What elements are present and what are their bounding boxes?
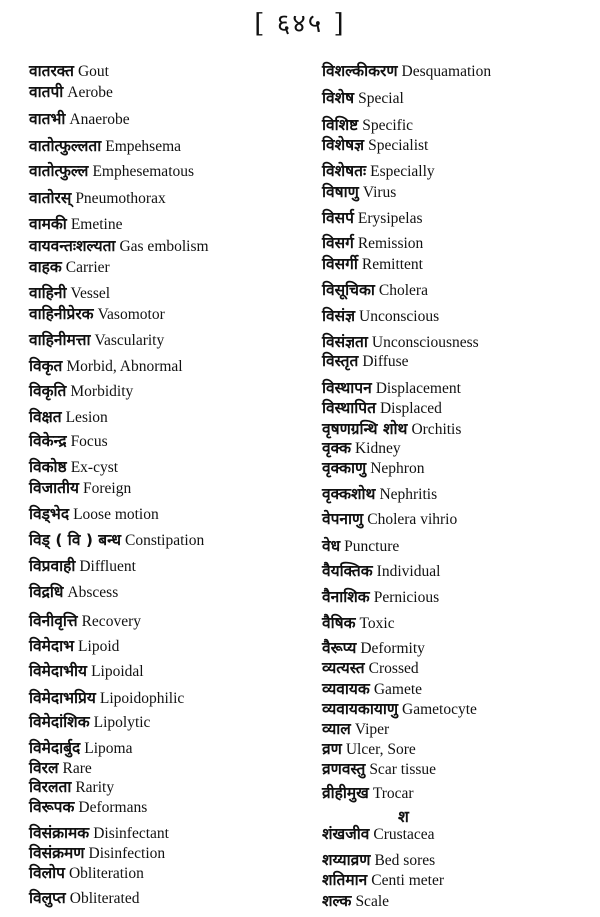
english-term: Obliteration — [68, 865, 144, 882]
glossary-entry — [29, 825, 169, 842]
english-term: Diffuse — [362, 353, 409, 370]
hindi-term: व्रणवस्तु — [322, 760, 366, 778]
glossary-entry — [322, 761, 436, 778]
glossary-entry — [322, 282, 428, 299]
english-term: Toxic — [359, 615, 395, 632]
glossary-entry — [29, 259, 110, 276]
hindi-term: विसंज्ञता — [322, 333, 368, 351]
english-term: Scar tissue — [369, 761, 437, 778]
glossary-entry — [29, 216, 122, 233]
glossary-entry — [322, 256, 423, 273]
glossary-entry — [322, 589, 439, 606]
glossary-entry — [29, 285, 110, 302]
hindi-term: वाहिनी — [29, 284, 67, 302]
glossary-entry — [29, 865, 144, 882]
hindi-term: विलोप — [29, 864, 65, 882]
hindi-term: शल्क — [322, 892, 352, 910]
glossary-entry — [29, 480, 131, 497]
glossary-entry — [29, 332, 164, 349]
english-term: Trocar — [372, 785, 414, 802]
glossary-entry — [29, 779, 114, 796]
hindi-term: व्रीहीमुख — [322, 784, 369, 802]
glossary-entry — [322, 660, 419, 677]
english-term: Gas embolism — [119, 238, 209, 255]
hindi-term: वेध — [322, 537, 341, 555]
hindi-term: वायवन्तःशल्यता — [29, 237, 116, 255]
hindi-term: वृक्क — [322, 439, 351, 457]
hindi-term: विस्थापित — [322, 399, 376, 417]
glossary-entry — [322, 235, 423, 252]
hindi-term: विमेदाभ — [29, 637, 75, 655]
glossary-entry — [322, 421, 461, 438]
english-term: Especially — [370, 163, 435, 180]
english-term: Rarity — [75, 779, 115, 796]
hindi-term: वैयक्तिक — [322, 562, 373, 580]
english-term: Lipolytic — [93, 714, 151, 731]
english-term: Orchitis — [411, 421, 462, 438]
english-term: Remittent — [361, 256, 423, 273]
hindi-term: विप्रवाही — [29, 557, 76, 575]
glossary-entry — [29, 84, 113, 101]
hindi-term: वैनाशिक — [322, 588, 370, 606]
english-term: Disinfectant — [93, 825, 169, 842]
english-term: Special — [358, 90, 404, 107]
hindi-term: व्यवायकायाणु — [322, 700, 399, 718]
english-term: Recovery — [81, 613, 141, 630]
glossary-entry — [322, 893, 389, 910]
glossary-entry — [29, 690, 184, 707]
hindi-term: विशेष — [322, 89, 355, 107]
hindi-term: विद्रधि — [29, 583, 64, 601]
glossary-entry — [29, 638, 119, 655]
glossary-entry — [29, 459, 118, 476]
glossary-entry — [322, 353, 409, 370]
english-term: Scale — [355, 893, 390, 910]
hindi-term: विमेदांशिक — [29, 713, 90, 731]
english-term: Virus — [362, 184, 397, 201]
english-term: Centi meter — [371, 872, 445, 889]
english-term: Unconscious — [359, 308, 440, 325]
hindi-term: वामकी — [29, 215, 67, 233]
hindi-term: विरूपक — [29, 798, 75, 816]
glossary-entry — [29, 111, 130, 128]
glossary-entry — [29, 506, 159, 523]
hindi-term: वातोरस् — [29, 189, 72, 207]
english-term: Lipoid — [78, 638, 120, 655]
hindi-term: विमेदाभप्रिय — [29, 689, 96, 707]
section-letter: श — [398, 807, 409, 826]
hindi-term: विकोष्ठ — [29, 458, 67, 476]
hindi-term: शय्याव्रण — [322, 851, 371, 869]
english-term: Pernicious — [373, 589, 440, 606]
english-term: Diffluent — [79, 558, 136, 575]
glossary-entry — [29, 890, 140, 907]
glossary-entry — [322, 852, 435, 869]
english-term: Aerobe — [67, 84, 113, 101]
hindi-term: विमेदार्बुद — [29, 739, 81, 757]
glossary-entry — [29, 358, 183, 375]
glossary-entry — [322, 615, 395, 632]
hindi-term: विस्थापन — [322, 379, 372, 397]
glossary-entry — [322, 785, 414, 802]
glossary-entry — [322, 117, 413, 134]
english-term: Abscess — [67, 584, 119, 601]
hindi-term: विकेन्द्र — [29, 432, 67, 450]
hindi-term: वातपी — [29, 83, 64, 101]
hindi-term: वाहक — [29, 258, 62, 276]
glossary-entry — [322, 511, 457, 528]
hindi-term: विसर्गी — [322, 255, 358, 273]
hindi-term: वृक्काणु — [322, 459, 367, 477]
hindi-term: विशेषज्ञ — [322, 136, 365, 154]
hindi-term: विरल — [29, 759, 59, 777]
hindi-term: वृक्कशोथ — [322, 485, 376, 503]
english-term: Rare — [62, 760, 92, 777]
english-term: Morbidity — [70, 383, 134, 400]
english-term: Carrier — [65, 259, 110, 276]
english-term: Nephritis — [379, 486, 438, 503]
hindi-term: वैषिक — [322, 614, 356, 632]
glossary-entry — [322, 640, 425, 657]
english-term: Erysipelas — [357, 210, 423, 227]
glossary-entry — [29, 714, 150, 731]
hindi-term: वेपनाणु — [322, 510, 364, 528]
glossary-entry — [29, 584, 118, 601]
hindi-term: विक्षत — [29, 408, 62, 426]
english-term: Displacement — [375, 380, 461, 397]
hindi-term: विजातीय — [29, 479, 79, 497]
glossary-entry — [322, 163, 435, 180]
english-term: Emetine — [70, 216, 123, 233]
glossary-entry — [29, 63, 109, 80]
glossary-entry — [29, 190, 166, 207]
hindi-term: वातोत्फुल्ल — [29, 162, 89, 180]
english-term: Cholera vihrio — [367, 511, 458, 528]
glossary-entry — [29, 163, 194, 180]
hindi-term: विसूचिका — [322, 281, 375, 299]
glossary-entry — [322, 137, 428, 154]
english-term: Obliterated — [69, 890, 140, 907]
glossary-entry — [322, 872, 444, 889]
glossary-entry — [322, 63, 491, 80]
hindi-term: शंखजीव — [322, 825, 370, 843]
hindi-term: व्याल — [322, 720, 351, 738]
hindi-term: व्यत्यस्त — [322, 659, 365, 677]
english-term: Remission — [357, 235, 424, 252]
glossary-entry — [29, 663, 144, 680]
glossary-entry — [322, 308, 439, 325]
english-term: Lipoma — [84, 740, 133, 757]
glossary-entry — [29, 558, 136, 575]
hindi-term: विस्तृत — [322, 352, 359, 370]
hindi-term: विसर्ग — [322, 234, 354, 252]
glossary-entry — [322, 334, 479, 351]
english-term: Kidney — [354, 440, 401, 457]
glossary-entry — [322, 681, 422, 698]
english-term: Ex-cyst — [70, 459, 119, 476]
glossary-entry — [29, 760, 92, 777]
glossary-entry — [29, 740, 132, 757]
english-term: Lipoidophilic — [99, 690, 185, 707]
hindi-term: विसंज्ञ — [322, 307, 356, 325]
hindi-term: विषाणु — [322, 183, 359, 201]
hindi-term: विसंक्रमण — [29, 844, 85, 862]
hindi-term: व्रण — [322, 740, 342, 758]
glossary-entry — [29, 613, 141, 630]
hindi-term: विसंक्रामक — [29, 824, 90, 842]
page-number: [ ६४५ ] — [254, 9, 346, 39]
english-term: Gout — [77, 63, 109, 80]
english-term: Focus — [70, 433, 108, 450]
hindi-term: विलुप्त — [29, 889, 66, 907]
glossary-entry — [322, 400, 442, 417]
english-term: Loose motion — [73, 506, 159, 523]
glossary-entry — [322, 721, 389, 738]
english-term: Displaced — [379, 400, 442, 417]
hindi-term: विकृति — [29, 382, 67, 400]
english-term: Desquamation — [401, 63, 492, 80]
glossary-entry — [29, 138, 181, 155]
english-term: Morbid, Abnormal — [66, 358, 183, 375]
glossary-entry — [322, 184, 396, 201]
english-term: Deformans — [78, 799, 148, 816]
hindi-term: वातरक्त — [29, 62, 74, 80]
english-term: Viper — [354, 721, 390, 738]
hindi-term: वाहिनीप्रेरक — [29, 305, 94, 323]
glossary-entry — [322, 486, 437, 503]
english-term: Gametocyte — [402, 701, 477, 718]
english-term: Specific — [362, 117, 414, 134]
hindi-term: विड्भेद — [29, 505, 70, 523]
glossary-entry — [322, 90, 404, 107]
english-term: Pneumothorax — [75, 190, 166, 207]
english-term: Foreign — [83, 480, 132, 497]
glossary-entry — [322, 210, 423, 227]
glossary-entry — [29, 306, 165, 323]
hindi-term: वैरूप्य — [322, 639, 357, 657]
english-term: Vascularity — [94, 332, 165, 349]
glossary-entry — [322, 460, 424, 477]
hindi-term: वाहिनीमत्ता — [29, 331, 91, 349]
english-term: Bed sores — [374, 852, 436, 869]
glossary-entry — [29, 845, 165, 862]
hindi-term: विकृत — [29, 357, 63, 375]
hindi-term: विमेदाभीय — [29, 662, 88, 680]
hindi-term: शतिमान — [322, 871, 368, 889]
hindi-term: वातभी — [29, 110, 66, 128]
english-term: Constipation — [125, 532, 205, 549]
english-term: Crossed — [368, 660, 419, 677]
english-term: Cholera — [378, 282, 428, 299]
glossary-entry — [322, 741, 416, 758]
english-term: Vasomotor — [97, 306, 165, 323]
english-term: Empehsema — [105, 138, 182, 155]
glossary-entry — [29, 238, 209, 255]
glossary-entry — [322, 380, 461, 397]
english-term: Emphesematous — [92, 163, 195, 180]
english-term: Gamete — [373, 681, 423, 698]
glossary-entry — [29, 532, 204, 549]
hindi-term: वातोत्फुल्लता — [29, 137, 102, 155]
english-term: Unconsciousness — [371, 334, 479, 351]
glossary-entry — [29, 409, 108, 426]
hindi-term: विसर्प — [322, 209, 354, 227]
english-term: Lesion — [65, 409, 108, 426]
glossary-entry — [29, 799, 147, 816]
hindi-term: वृषणग्रन्थि शोथ — [322, 420, 408, 438]
english-term: Puncture — [344, 538, 400, 555]
hindi-term: व्यवायक — [322, 680, 370, 698]
glossary-entry — [322, 701, 477, 718]
english-term: Disinfection — [88, 845, 166, 862]
hindi-term: विशल्कीकरण — [322, 62, 398, 80]
english-term: Anaerobe — [69, 111, 130, 128]
glossary-entry — [29, 383, 133, 400]
glossary-entry — [322, 826, 434, 843]
english-term: Lipoidal — [91, 663, 144, 680]
english-term: Ulcer, Sore — [345, 741, 416, 758]
hindi-term: विशेषतः — [322, 162, 367, 180]
glossary-entry — [322, 538, 399, 555]
english-term: Crustacea — [373, 826, 435, 843]
english-term: Vessel — [70, 285, 111, 302]
glossary-entry — [29, 433, 108, 450]
hindi-term: विनीवृत्ति — [29, 612, 78, 630]
glossary-entry — [322, 440, 401, 457]
english-term: Individual — [376, 563, 441, 580]
hindi-term: विरलता — [29, 778, 72, 796]
hindi-term: विड् ( वि ) बन्ध — [29, 531, 121, 549]
english-term: Deformity — [360, 640, 425, 657]
english-term: Specialist — [368, 137, 429, 154]
glossary-entry — [322, 563, 440, 580]
hindi-term: विशिष्ट — [322, 116, 359, 134]
english-term: Nephron — [370, 460, 425, 477]
